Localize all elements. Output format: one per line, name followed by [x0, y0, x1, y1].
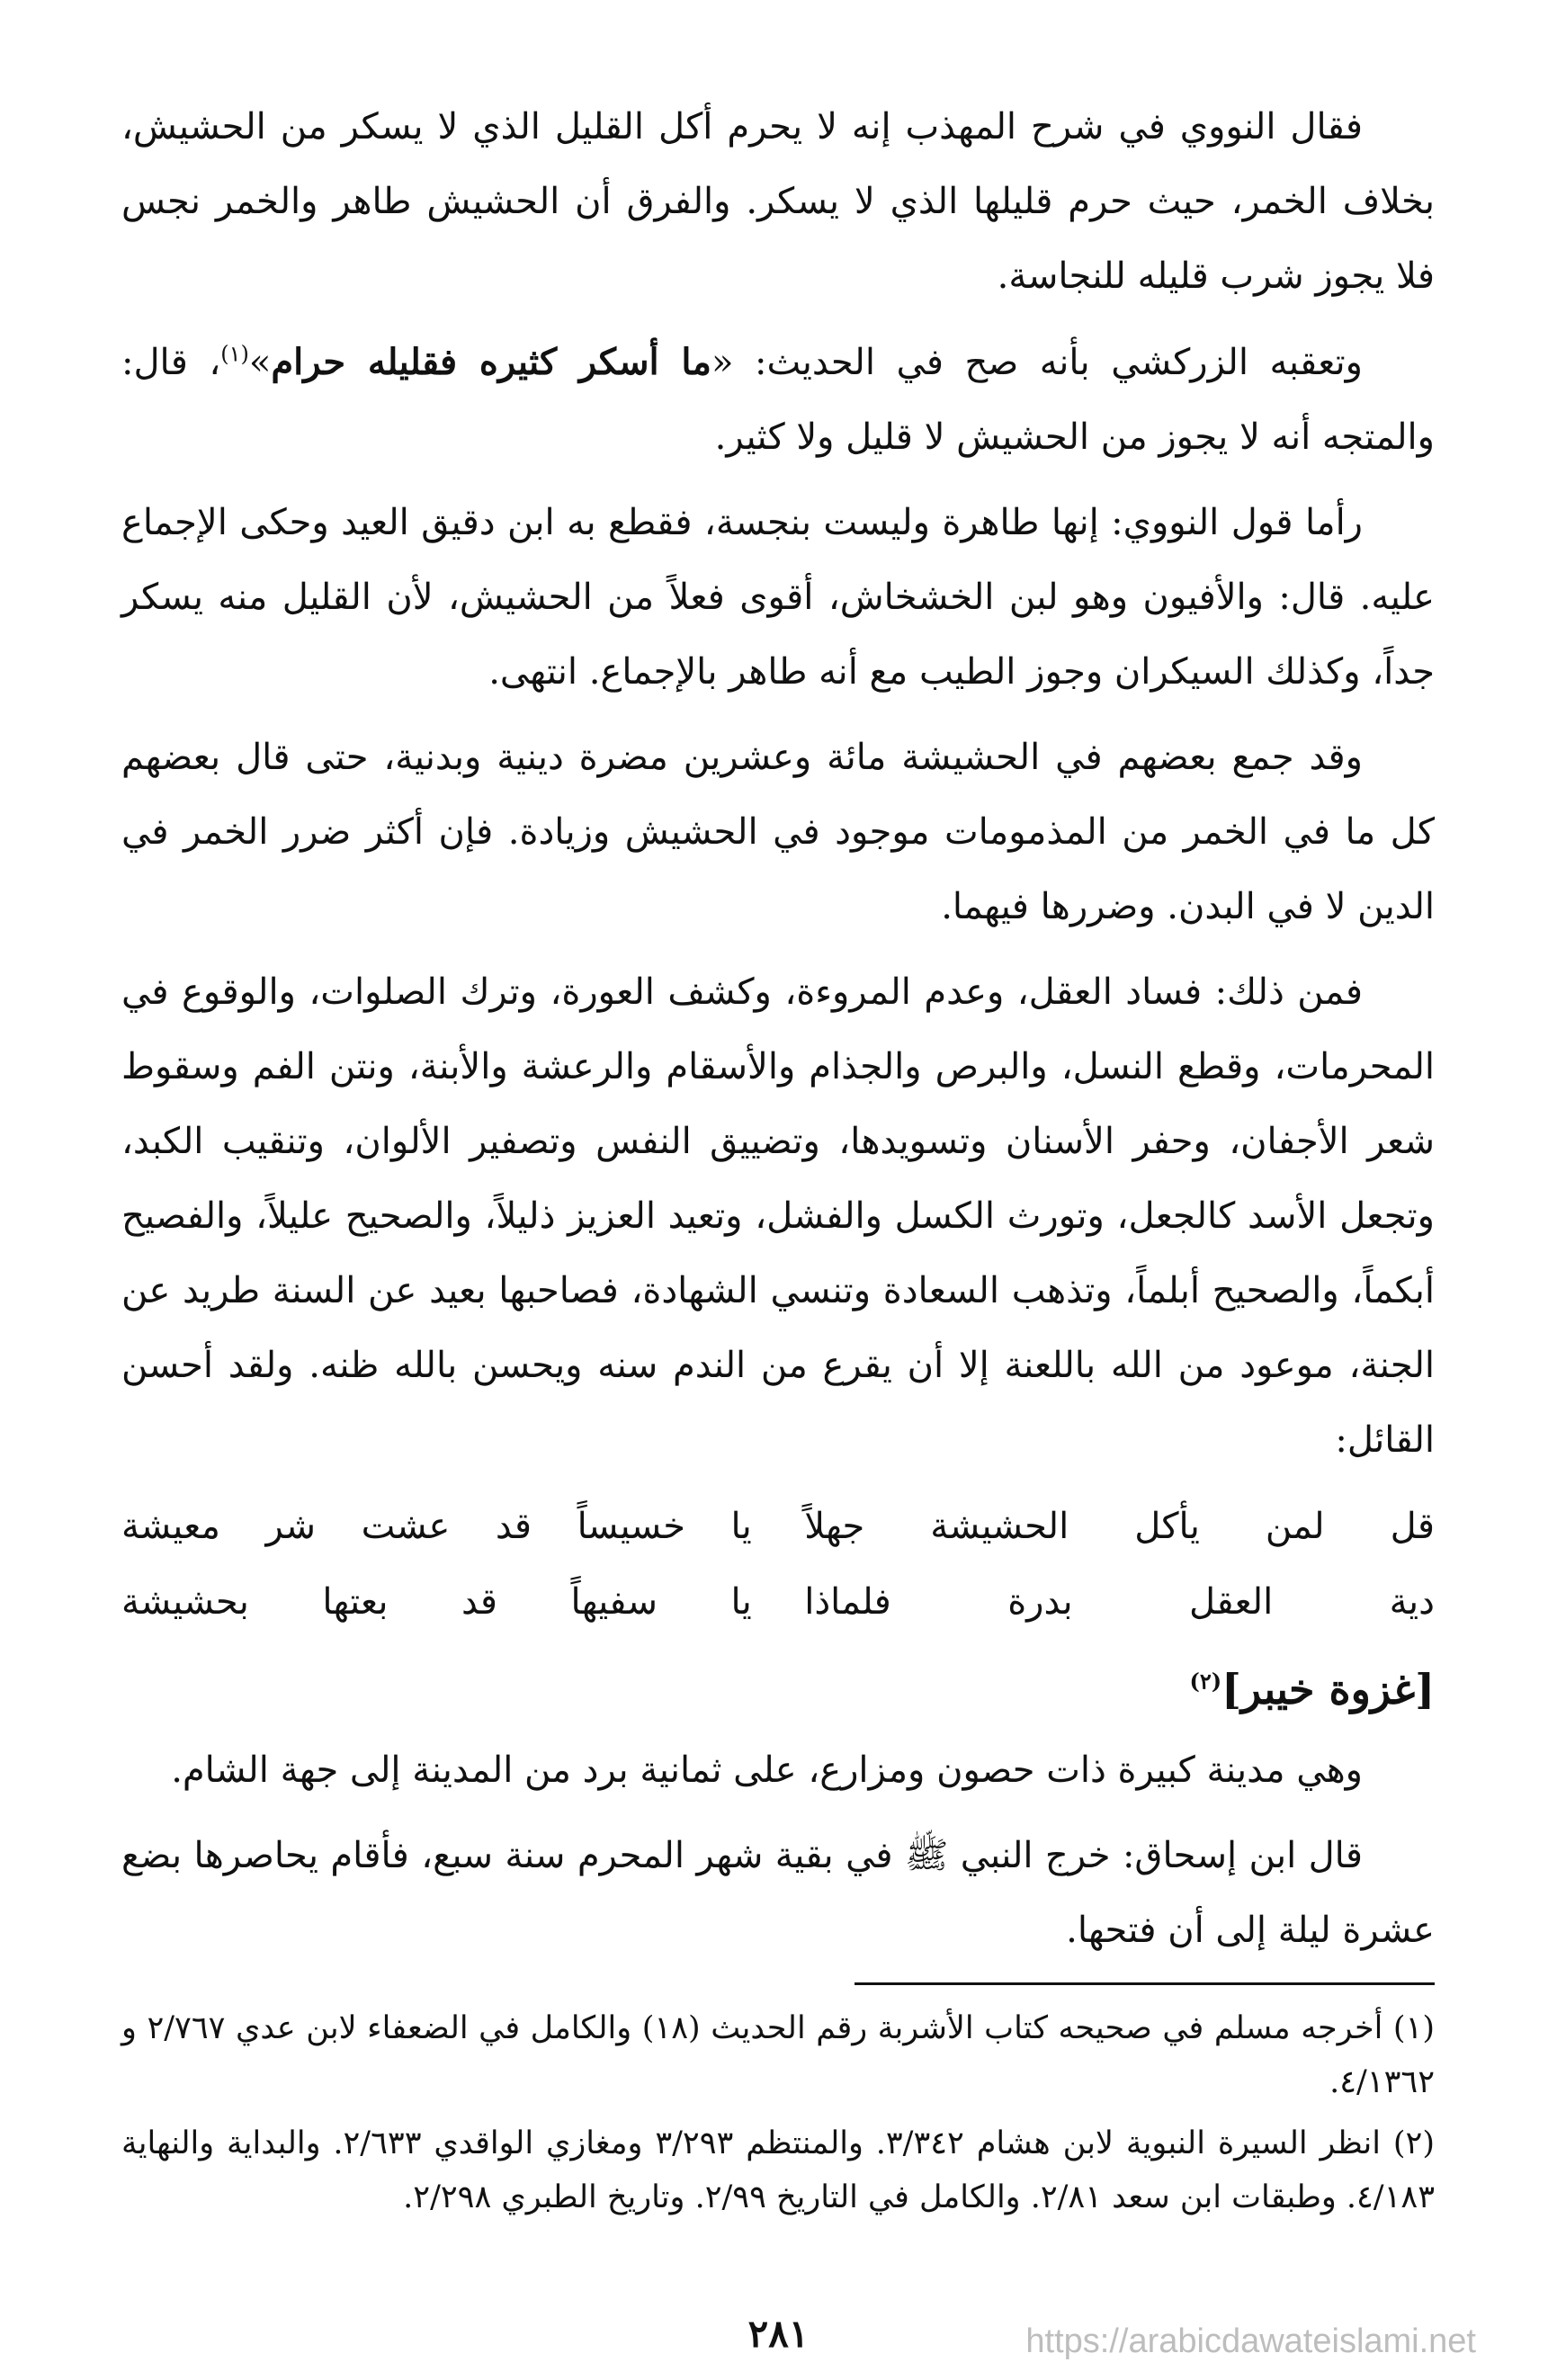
- footnote-1: (١) أخرجه مسلم في صحيحه كتاب الأشربة رقم الحديث (١٨) والكامل في الضعفاء لابن عدي ٢/٧٦٧ و ٤/١٣٦٢.: [121, 2010, 1435, 2100]
- page-body: [121, 90, 1435, 2232]
- verse-first-hemistich: دية العقل بدرة فلماذا: [804, 1581, 1435, 1623]
- quote-close: »: [248, 342, 272, 383]
- paragraph-6: وهي مدينة كبيرة ذات حصون ومزارع، على ثمانية برد من المدينة إلى جهة الشام.: [171, 1749, 1363, 1791]
- section-heading-text: [غزوة خيبر]: [1221, 1665, 1435, 1713]
- footnote-ref-1[interactable]: (١): [220, 341, 249, 367]
- hadith-quote: ما أسكر كثيره فقليله حرام: [271, 341, 711, 383]
- page-number: ٢٨١: [747, 2312, 810, 2356]
- paragraph-1: فقال النووي في شرح المهذب إنه لا يحرم أكل القليل الذي لا يسكر من الحشيش، بخلاف الخمر، حيث حرم قليلها الذي لا يسكر. والفرق أن الحشيش طاهر والخمر نجس فلا يجوز شرب قليله للنجاسة.: [121, 106, 1435, 297]
- paragraph-2-rest: ، قال: والمتجه أنه لا يجوز من الحشيش لا قليل ولا كثير.: [121, 342, 1435, 458]
- paragraph-4: وقد جمع بعضهم في الحشيشة مائة وعشرين مضرة دينية وبدنية، حتى قال بعضهم كل ما في الخمر من المذمومات موجود في الحشيش وزيادة. فإن أكثر ضرر الخمر في الدين لا في البدن. وضررها فيهما.: [121, 737, 1435, 927]
- verse-line: [121, 1564, 1435, 1640]
- footnote-2: (٢) انظر السيرة النبوية لابن هشام ٣/٣٤٢. والمنتظم ٣/٢٩٣ ومغازي الواقدي ٢/٦٣٣. والبداية والنهاية ٤/١٨٣. وطبقات ابن سعد ٢/٨١. والكامل في التاريخ ٢/٩٩. وتاريخ الطبري ٢/٢٩٨.: [121, 2125, 1436, 2215]
- verse-second-hemistich: يا سفيهاً قد بعتها بحشيشة: [121, 1581, 752, 1623]
- paragraph-7-rest: في بقية شهر المحرم سنة سبع، فأقام يحاصرها بضع عشرة ليلة إلى أن فتحها.: [121, 1835, 1435, 1951]
- paragraph-2-intro: وتعقبه الزركشي بأنه صح في الحديث: «: [711, 342, 1363, 383]
- paragraph-7: [121, 1819, 1435, 1968]
- verse-line: [121, 1489, 1435, 1564]
- footnote-ref-2[interactable]: (٢): [1189, 1668, 1222, 1695]
- watermark-url: https://arabicdawateislami.net: [1025, 2322, 1476, 2360]
- verse-second-hemistich: يا خسيساً قد عشت شر معيشة: [121, 1506, 752, 1547]
- salutation-glyph: ﷺ: [904, 1835, 949, 1876]
- footnote-divider: [855, 1982, 1435, 1985]
- paragraph-3: رأما قول النووي: إنها طاهرة وليست بنجسة، فقطع به ابن دقيق العيد وحكى الإجماع عليه. قال: والأفيون وهو لبن الخشخاش، أقوى فعلاً من الحشيش، لأن القليل منه يسكر جداً، وكذلك السيكران وجوز الطيب مع أنه طاهر بالإجماع. انتهى.: [121, 502, 1435, 693]
- poem: [121, 1489, 1435, 1640]
- paragraph-7-intro: قال ابن إسحاق: خرج النبي: [948, 1835, 1363, 1876]
- section-heading: [121, 1649, 1435, 1730]
- verse-first-hemistich: قل لمن يأكل الحشيشة جهلاً: [804, 1506, 1435, 1547]
- paragraph-2: [121, 325, 1435, 475]
- paragraph-5: فمن ذلك: فساد العقل، وعدم المروءة، وكشف العورة، وترك الصلوات، والوقوع في المحرمات، وقطع النسل، والبرص والجذام والأسقام والرعشة والأبنة، ونتن الفم وسقوط شعر الأجفان، وحفر الأسنان وتسويدها، وتضييق النفس وتصفير الألوان، وتنقيب الكبد، وتجعل الأسد كالجعل، وتورث الكسل والفشل، وتعيد العزيز ذليلاً، والصحيح عليلاً، والفصيح أبكماً، والصحيح أبلماً، وتذهب السعادة وتنسي الشهادة، فصاحبها بعيد عن السنة طريد عن الجنة، موعود من الله باللعنة إلا أن يقرع من الندم سنه ويحسن بالله ظنه. ولقد أحسن القائل:: [121, 971, 1435, 1461]
